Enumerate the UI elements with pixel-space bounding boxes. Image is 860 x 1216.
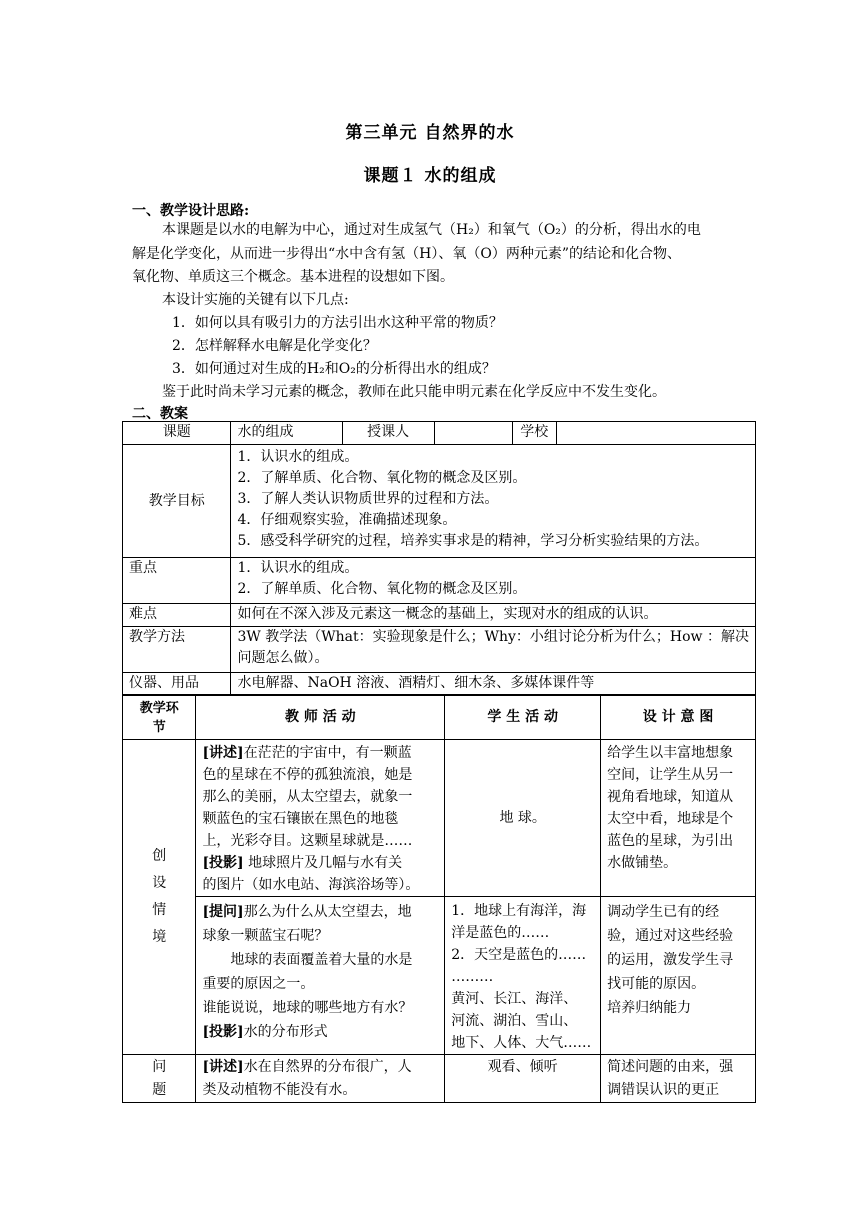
info-row-topic: [123, 422, 756, 445]
activity-row-1: [123, 740, 756, 897]
header-stage-line: 节: [152, 719, 166, 735]
section2-heading: 二、教案: [132, 406, 188, 422]
school-label: 学校: [512, 422, 556, 445]
design-line: 培养归纳能力: [607, 1000, 692, 1016]
key-list: [231, 558, 756, 604]
teacher-line: [讲述]水在自然界的分布很广，人: [202, 1059, 412, 1075]
equipment-value: 水电解器、NaOH 溶液、酒精灯、细木条、多媒体课件等: [231, 673, 756, 695]
method-line: 3W 教学法（What：实验现象是什么；Why：小组讨论分析为什么；How ：解决: [237, 629, 749, 645]
teacher-line: 地球的表面覆盖着大量的水是: [202, 952, 413, 968]
stage-cell-2: [123, 1055, 196, 1103]
design-line: 给学生以丰富地想象: [607, 745, 734, 761]
goal-item: 2．了解单质、化合物、氧化物的概念及区别。: [237, 470, 527, 486]
difficulty-label: 难点: [123, 604, 231, 627]
method-line: 问题怎么做）。: [237, 650, 329, 666]
para3: 鉴于此时尚未学习元素的概念，教师在此只能申明元素在化学反应中不发生变化。: [162, 384, 666, 400]
student-activity-3: 观看、倾听: [445, 1055, 601, 1103]
activity-row-2: [123, 897, 756, 1055]
teacher-line: [投影]水的分布形式: [202, 1024, 328, 1040]
key-item: 2．了解单质、化合物、氧化物的概念及区别。: [237, 581, 527, 597]
teacher-line: 谁能说说，地球的哪些地方有水？: [202, 1000, 413, 1016]
header-stage-line: 教学环: [139, 700, 179, 716]
design-line: 蓝色的星球，为引出: [607, 833, 734, 849]
teacher-activity-1: [196, 740, 445, 897]
para1-line2: 解是化学变化，从而进一步得出“水中含有氢（H）、氧（O）两种元素”的结论和化合物、: [132, 246, 681, 262]
activity-header-row: [123, 696, 756, 740]
design-line: 调错误认识的更正: [607, 1082, 720, 1098]
activity-table: [122, 695, 756, 1103]
student-line: 河流、湖泊、雪山、: [451, 1013, 578, 1029]
teacher-line: 的图片（如水电站、海滨浴场等）。: [202, 877, 420, 893]
section1-heading: 一、教学设计思路:: [132, 203, 250, 219]
key-label: 重点: [123, 558, 231, 604]
header-stage: [123, 696, 196, 740]
student-line: 1．地球上有海洋，海: [451, 903, 587, 919]
stage-char: 问: [152, 1059, 167, 1075]
info-row-goals: [123, 445, 756, 558]
info-row-difficulty: [123, 604, 756, 627]
teacher-line: [提问]那么为什么从太空望去，地: [202, 904, 412, 920]
design-line: 太空中看，地球是个: [607, 811, 734, 827]
header-student: 学 生 活 动: [445, 696, 601, 740]
stage-char: 创: [152, 848, 167, 864]
unit-title: 第三单元 自然界的水: [345, 123, 515, 143]
teacher-value: [434, 422, 512, 445]
info-row-key: [123, 558, 756, 604]
goal-item: 1．认识水的组成。: [237, 449, 359, 465]
design-line: 的运用，激发学生寻: [607, 952, 734, 968]
stage-cell-1: [123, 740, 196, 1055]
header-design: 设 计 意 图: [601, 696, 756, 740]
equipment-label: 仪器、用品: [123, 673, 231, 695]
design-line: 简述问题的由来，强: [607, 1059, 734, 1075]
header-teacher: 教 师 活 动: [196, 696, 445, 740]
design-intent-1: [601, 740, 756, 897]
student-line: 2．天空是蓝色的……: [451, 947, 587, 963]
stage-char: 境: [152, 929, 167, 945]
teacher-line: [投影] 地球照片及几幅与水有关: [202, 855, 403, 871]
design-line: 调动学生已有的经: [607, 904, 720, 920]
teacher-activity-3: [196, 1055, 445, 1103]
teacher-line: 类及动植物不能没有水。: [202, 1082, 357, 1098]
teacher-line: 颗蓝色的宝石镶嵌在黑色的地毯: [202, 811, 399, 827]
point1: 1．如何以具有吸引力的方法引出水这种平常的物质？: [172, 315, 503, 331]
student-activity-2: [445, 897, 601, 1055]
teacher-label: 授课人: [342, 422, 434, 445]
teacher-line: 球象一颗蓝宝石呢？: [202, 928, 329, 944]
para2: 本设计实施的关键有以下几点:: [162, 292, 349, 308]
design-line: 视角看地球，知道从: [607, 789, 734, 805]
goal-item: 4．仔细观察实验，准确描述现象。: [237, 512, 457, 528]
student-line: 地下、人体、大气……: [451, 1035, 592, 1051]
school-value: [556, 422, 755, 445]
design-line: 验，通过对这些经验: [607, 928, 734, 944]
info-row-method: [123, 627, 756, 673]
goals-label: 教学目标: [123, 445, 231, 558]
stage-char: 设: [152, 875, 167, 891]
info-row-equipment: [123, 673, 756, 695]
difficulty-value: 如何在不深入涉及元素这一概念的基础上，实现对水的组成的认识。: [231, 604, 756, 627]
lesson-info-table: [122, 421, 756, 695]
para1-line1: 本课题是以水的电解为中心，通过对生成氢气（H₂）和氧气（O₂）的分析，得出水的电: [162, 222, 701, 238]
method-value: [231, 627, 756, 673]
topic-value: 水的组成: [231, 422, 342, 445]
student-line: ………: [451, 969, 494, 985]
teacher-line: 色的星球在不停的孤独流浪，她是: [202, 767, 413, 783]
stage-char: 题: [152, 1082, 167, 1098]
teacher-line: 上，光彩夺目。这颗星球就是……: [202, 833, 413, 849]
goals-list: [231, 445, 756, 558]
teacher-activity-2: [196, 897, 445, 1055]
stage-char: 情: [152, 902, 167, 918]
student-line: 黄河、长江、海洋、: [451, 991, 578, 1007]
student-line: 洋是蓝色的……: [451, 925, 550, 941]
teacher-line: 重要的原因之一。: [202, 976, 315, 992]
goal-item: 5．感受科学研究的过程，培养实事求是的精神，学习分析实验结果的方法。: [237, 533, 709, 549]
point2: 2．怎样解释水电解是化学变化？: [172, 338, 377, 354]
point3: 3．如何通过对生成的H₂和O₂的分析得出水的组成？: [172, 361, 496, 377]
lesson-title: 课题１ 水的组成: [363, 166, 497, 186]
para1-line3: 氧化物、单质这三个概念。基本进程的设想如下图。: [132, 269, 454, 285]
activity-row-3: [123, 1055, 756, 1103]
design-line: 水做铺垫。: [607, 855, 678, 871]
student-activity-1: 地 球。: [445, 740, 601, 897]
key-item: 1．认识水的组成。: [237, 560, 359, 576]
design-intent-3: [601, 1055, 756, 1103]
topic-label: 课题: [123, 422, 231, 445]
teacher-line: 那么的美丽，从太空望去，就象一: [202, 789, 413, 805]
method-label: 教学方法: [123, 627, 231, 673]
design-intent-2: [601, 897, 756, 1055]
goal-item: 3．了解人类认识物质世界的过程和方法。: [237, 491, 499, 507]
design-line: 空间，让学生从另一: [607, 767, 734, 783]
design-line: 找可能的原因。: [607, 976, 706, 992]
teacher-line: [讲述]在茫茫的宇宙中，有一颗蓝: [202, 745, 412, 761]
